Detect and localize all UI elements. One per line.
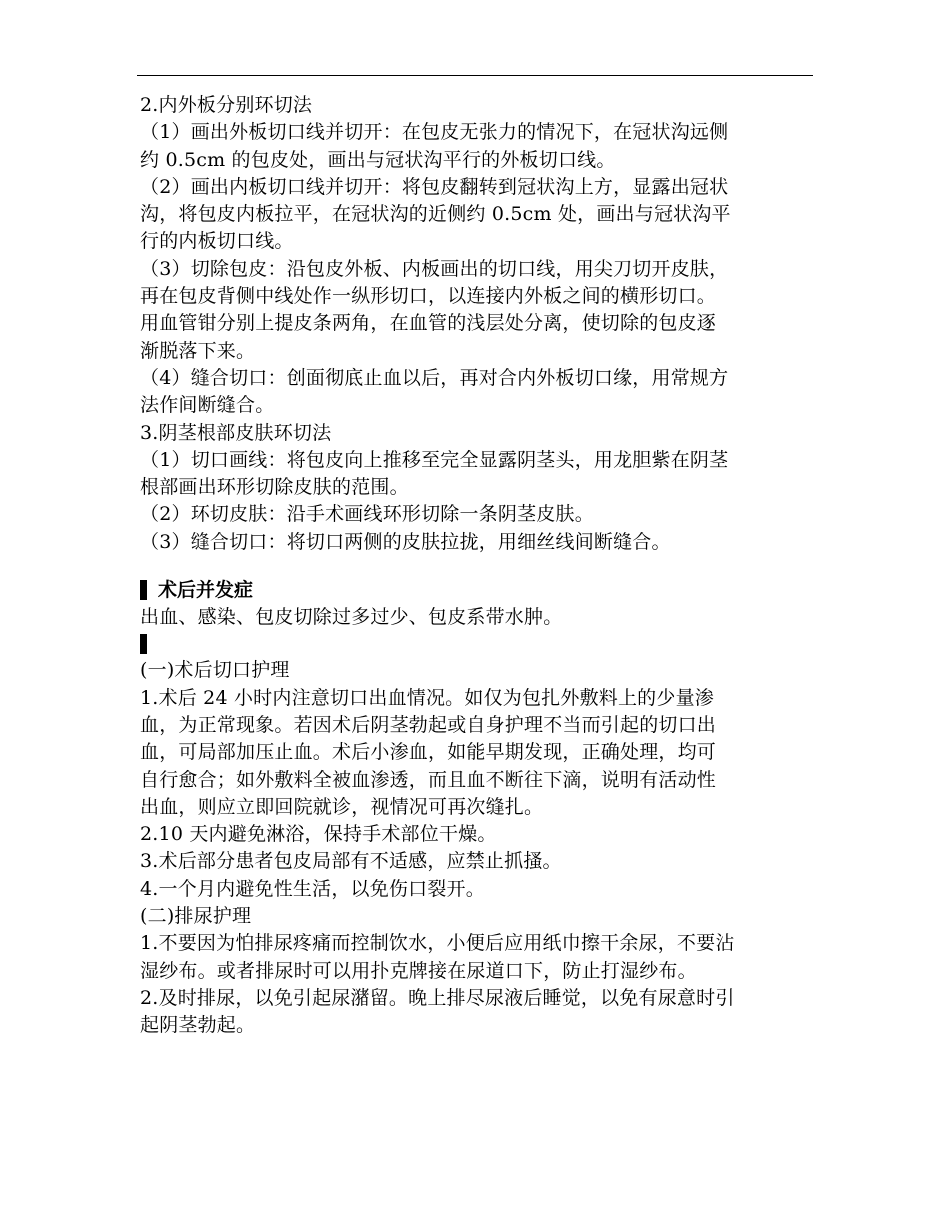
- header-rule: [137, 75, 813, 76]
- document-body: [140, 92, 816, 1040]
- method3-line: （2）环切皮肤：沿手术画线环形切除一条阴茎皮肤。: [140, 503, 594, 526]
- section-marker-icon: [140, 634, 147, 654]
- complications-text: 出血、感染、包皮切除过多过少、包皮系带水肿。: [140, 606, 563, 629]
- wound-care-line: 3.术后部分患者包皮局部有不适感，应禁止抓搔。: [140, 850, 562, 873]
- method3-title: 3.阴茎根部皮肤环切法: [140, 421, 332, 444]
- wound-care-line: 血，可局部加压止血。术后小渗血，如能早期发现，正确处理，均可: [140, 741, 717, 764]
- wound-care-line: 1.术后 24 小时内注意切口出血情况。如仅为包扎外敷料上的少量渗: [140, 686, 714, 709]
- method2-line: （4）缝合切口：创面彻底止血以后，再对合内外板切口缘，用常规方: [140, 366, 729, 389]
- wound-care-line: 血，为正常现象。若因术后阴茎勃起或自身护理不当而引起的切口出: [140, 713, 717, 736]
- method2-line: 法作间断缝合。: [140, 394, 275, 417]
- method2-line: 沟，将包皮内板拉平，在冠状沟的近侧约 0.5cm 处，画出与冠状沟平: [140, 203, 731, 226]
- method2-line: 约 0.5cm 的包皮处，画出与冠状沟平行的外板切口线。: [140, 148, 616, 171]
- method2-line: （1）画出外板切口线并切开：在包皮无张力的情况下，在冠状沟远侧: [140, 121, 729, 144]
- method2-title: 2.内外板分别环切法: [140, 94, 313, 116]
- method2-line: （2）画出内板切口线并切开：将包皮翻转到冠状沟上方，显露出冠状: [140, 175, 729, 198]
- method3-line: （3）缝合切口：将切口两侧的皮肤拉拢，用细丝线间断缝合。: [140, 530, 671, 553]
- wound-care-line: 出血，则应立即回院就诊，视情况可再次缝扎。: [140, 795, 544, 818]
- complications-heading-text: 术后并发症: [158, 579, 254, 602]
- method2-line: 行的内板切口线。: [140, 230, 294, 253]
- wound-care-title: (一)术后切口护理: [140, 659, 290, 682]
- care-heading: [140, 631, 816, 657]
- urination-care-line: 湿纱布。或者排尿时可以用扑克牌接在尿道口下，防止打湿纱布。: [140, 959, 697, 982]
- section-marker-icon: [140, 580, 147, 600]
- urination-care-line: 1.不要因为怕排尿疼痛而控制饮水，小便后应用纸巾擦干余尿，不要沾: [140, 932, 735, 955]
- method3-line: （1）切口画线：将包皮向上推移至完全显露阴茎头，用龙胆紫在阴茎: [140, 448, 729, 471]
- urination-care-line: 2.及时排尿，以免引起尿潴留。晚上排尽尿液后睡觉，以免有尿意时引: [140, 986, 735, 1009]
- section-spacer: [140, 556, 816, 576]
- method3-line: 根部画出环形切除皮肤的范围。: [140, 476, 409, 499]
- method2-line: 用血管钳分别上提皮条两角，在血管的浅层处分离，使切除的包皮逐: [140, 312, 717, 335]
- urination-care-line: 起阴茎勃起。: [140, 1014, 256, 1037]
- method2-line: 再在包皮背侧中线处作一纵形切口，以连接内外板之间的横形切口。: [140, 285, 717, 308]
- urination-care-title: (二)排尿护理: [140, 905, 252, 928]
- wound-care-line: 自行愈合；如外敷料全被血渗透，而且血不断往下滴，说明有活动性: [140, 768, 717, 791]
- wound-care-line: 2.10 天内避免淋浴，保持手术部位干燥。: [140, 823, 497, 846]
- method2-line: （3）切除包皮：沿包皮外板、内板画出的切口线，用尖刀切开皮肤，: [140, 257, 729, 280]
- method2-line: 渐脱落下来。: [140, 339, 256, 362]
- wound-care-line: 4.一个月内避免性生活，以免伤口裂开。: [140, 877, 485, 900]
- complications-heading: [140, 576, 816, 604]
